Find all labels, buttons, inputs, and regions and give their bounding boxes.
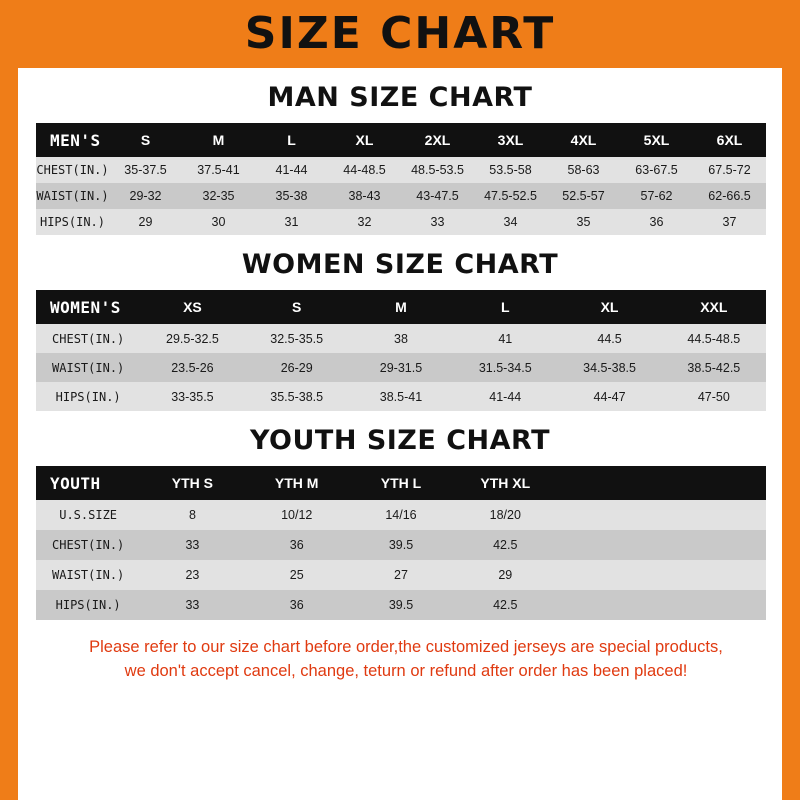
- cell-empty: [557, 500, 661, 530]
- cell: 33-35.5: [140, 382, 244, 411]
- col-header: M: [182, 123, 255, 157]
- cell: 29.5-32.5: [140, 324, 244, 353]
- col-header-empty: [557, 466, 661, 500]
- col-header: XL: [328, 123, 401, 157]
- cell: 25: [245, 560, 349, 590]
- table-header-row: [36, 290, 766, 324]
- section-women: [36, 249, 764, 411]
- row-label: WAIST(IN.): [36, 560, 140, 590]
- col-header: S: [109, 123, 182, 157]
- chart-content: [18, 82, 782, 684]
- youth-size-table: [36, 466, 766, 620]
- cell-empty: [662, 560, 766, 590]
- col-header: S: [245, 290, 349, 324]
- cell: 63-67.5: [620, 157, 693, 183]
- table-row: [36, 530, 766, 560]
- cell: 44-47: [557, 382, 661, 411]
- cell: 38.5-41: [349, 382, 453, 411]
- cell-empty: [557, 530, 661, 560]
- row-label: HIPS(IN.): [36, 209, 109, 235]
- cell: 44-48.5: [328, 157, 401, 183]
- col-header: YTH L: [349, 466, 453, 500]
- cell: 34.5-38.5: [557, 353, 661, 382]
- section-title-man: MAN SIZE CHART: [267, 82, 533, 113]
- corner-label-women: WOMEN'S: [36, 290, 140, 324]
- cell: 35.5-38.5: [245, 382, 349, 411]
- cell: 30: [182, 209, 255, 235]
- cell: 37: [693, 209, 766, 235]
- cell: 23.5-26: [140, 353, 244, 382]
- cell: 43-47.5: [401, 183, 474, 209]
- order-notice: [36, 636, 776, 684]
- cell: 36: [245, 530, 349, 560]
- table-row: [36, 157, 766, 183]
- notice-line-2: we don't accept cancel, change, teturn or refund after order has been placed!: [124, 661, 688, 680]
- table-row: [36, 209, 766, 235]
- cell: 29: [453, 560, 557, 590]
- cell: 29: [109, 209, 182, 235]
- cell: 26-29: [245, 353, 349, 382]
- women-size-table: [36, 290, 766, 411]
- table-header-row: [36, 123, 766, 157]
- header-bar: [0, 0, 800, 68]
- cell: 31.5-34.5: [453, 353, 557, 382]
- cell: 33: [401, 209, 474, 235]
- col-header-empty: [662, 466, 766, 500]
- cell: 41-44: [255, 157, 328, 183]
- col-header: YTH XL: [453, 466, 557, 500]
- row-label: HIPS(IN.): [36, 590, 140, 620]
- cell: 38-43: [328, 183, 401, 209]
- col-header: 3XL: [474, 123, 547, 157]
- cell: 10/12: [245, 500, 349, 530]
- row-label: U.S.SIZE: [36, 500, 140, 530]
- cell: 57-62: [620, 183, 693, 209]
- cell: 47.5-52.5: [474, 183, 547, 209]
- section-youth: [36, 425, 764, 620]
- cell: 29-31.5: [349, 353, 453, 382]
- cell: 47-50: [662, 382, 766, 411]
- section-title-women: WOMEN SIZE CHART: [241, 249, 559, 280]
- cell: 29-32: [109, 183, 182, 209]
- cell-empty: [557, 560, 661, 590]
- cell: 38: [349, 324, 453, 353]
- cell: 31: [255, 209, 328, 235]
- cell: 32: [328, 209, 401, 235]
- table-row: [36, 560, 766, 590]
- row-label: CHEST(IN.): [36, 324, 140, 353]
- cell-empty: [662, 530, 766, 560]
- cell: 34: [474, 209, 547, 235]
- cell: 14/16: [349, 500, 453, 530]
- cell: 41-44: [453, 382, 557, 411]
- cell-empty: [557, 590, 661, 620]
- col-header: 4XL: [547, 123, 620, 157]
- cell: 37.5-41: [182, 157, 255, 183]
- table-header-row: [36, 466, 766, 500]
- col-header: YTH M: [245, 466, 349, 500]
- cell: 44.5-48.5: [662, 324, 766, 353]
- cell: 52.5-57: [547, 183, 620, 209]
- col-header: L: [255, 123, 328, 157]
- cell: 62-66.5: [693, 183, 766, 209]
- cell: 39.5: [349, 590, 453, 620]
- cell: 33: [140, 530, 244, 560]
- cell-empty: [662, 590, 766, 620]
- table-row: [36, 382, 766, 411]
- cell: 53.5-58: [474, 157, 547, 183]
- man-size-table: [36, 123, 766, 235]
- cell: 58-63: [547, 157, 620, 183]
- corner-label-youth: YOUTH: [36, 466, 140, 500]
- col-header: M: [349, 290, 453, 324]
- cell: 36: [245, 590, 349, 620]
- table-row: [36, 590, 766, 620]
- col-header: 2XL: [401, 123, 474, 157]
- cell-empty: [662, 500, 766, 530]
- col-header: L: [453, 290, 557, 324]
- cell: 41: [453, 324, 557, 353]
- cell: 23: [140, 560, 244, 590]
- row-label: HIPS(IN.): [36, 382, 140, 411]
- cell: 67.5-72: [693, 157, 766, 183]
- cell: 44.5: [557, 324, 661, 353]
- section-man: [36, 82, 764, 235]
- cell: 32-35: [182, 183, 255, 209]
- cell: 48.5-53.5: [401, 157, 474, 183]
- table-row: [36, 353, 766, 382]
- cell: 18/20: [453, 500, 557, 530]
- cell: 35-38: [255, 183, 328, 209]
- col-header: XS: [140, 290, 244, 324]
- cell: 33: [140, 590, 244, 620]
- notice-line-1: Please refer to our size chart before order,the customized jerseys are special products,: [89, 638, 723, 656]
- cell: 32.5-35.5: [245, 324, 349, 353]
- row-label: WAIST(IN.): [36, 183, 109, 209]
- col-header: XL: [557, 290, 661, 324]
- cell: 35: [547, 209, 620, 235]
- cell: 42.5: [453, 590, 557, 620]
- row-label: CHEST(IN.): [36, 530, 140, 560]
- table-row: [36, 324, 766, 353]
- cell: 35-37.5: [109, 157, 182, 183]
- cell: 36: [620, 209, 693, 235]
- row-label: WAIST(IN.): [36, 353, 140, 382]
- cell: 27: [349, 560, 453, 590]
- cell: 38.5-42.5: [662, 353, 766, 382]
- col-header: XXL: [662, 290, 766, 324]
- cell: 39.5: [349, 530, 453, 560]
- page-title: SIZE CHART: [244, 8, 556, 59]
- cell: 8: [140, 500, 244, 530]
- col-header: YTH S: [140, 466, 244, 500]
- col-header: 6XL: [693, 123, 766, 157]
- table-row: [36, 183, 766, 209]
- cell: 42.5: [453, 530, 557, 560]
- corner-label-men: MEN'S: [36, 123, 109, 157]
- row-label: CHEST(IN.): [36, 157, 109, 183]
- col-header: 5XL: [620, 123, 693, 157]
- table-row: [36, 500, 766, 530]
- section-title-youth: YOUTH SIZE CHART: [249, 425, 551, 456]
